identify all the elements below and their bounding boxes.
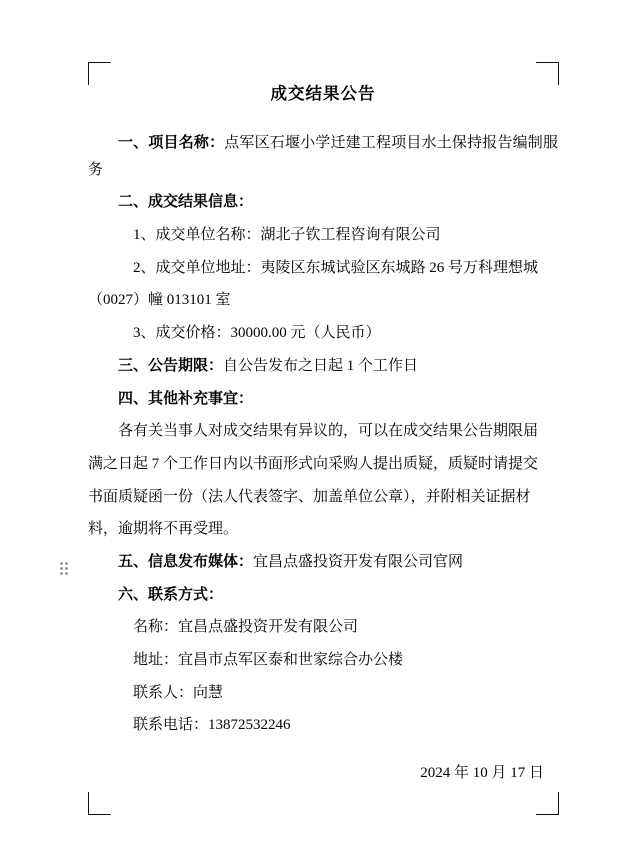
contact-name: 名称：宜昌点盛投资开发有限公司 [133,619,359,636]
contact-person: 联系人：向慧 [133,684,224,701]
result-item-unit-address-value: 夷陵区东城试验区东城路 26 号万科理想城 [260,259,539,276]
section-notice-period [88,353,558,380]
section-media-heading: 五、信息发布媒体： [118,553,254,570]
drag-dot [65,562,68,565]
drag-handle-icon[interactable] [60,562,70,576]
result-item-price [88,320,558,347]
result-item-unit-name-label: 1、成交单位名称： [133,227,261,244]
supplementary-line-1: 各有关当事人对成交结果有异议的，可以在成交结果公告期限届 [118,423,539,440]
drag-dot [60,572,63,575]
section-contact-heading: 六、联系方式： [118,586,224,603]
document-body [88,62,558,814]
section-supplementary-heading: 四、其他补充事宜： [118,390,254,407]
section-result-info-heading: 二、成交结果信息： [118,194,254,211]
drag-dot [65,572,68,575]
result-item-price-label: 3、成交价格： [133,325,231,342]
contact-address: 地址：宜昌市点军区泰和世家综合办公楼 [133,652,404,668]
page-title: 成交结果公告 [270,84,376,103]
drag-dot [60,562,63,565]
section-notice-period-value: 自公告发布之日起 1 个工作日 [223,357,419,374]
contact-phone: 联系电话：13872532246 [133,717,291,734]
section-project-name-value: 点军区石堰小学迁建工程项目水土保持报告编制服务 [88,135,558,178]
result-item-unit-address [88,255,558,282]
section-project-name [88,130,558,183]
document-date: 2024 年 10 月 17 日 [420,765,544,782]
section-notice-period-heading: 三、公告期限： [118,357,224,374]
supplementary-line-2: 满之日起 7 个工作日内以书面形式向采购人提出质疑，质疑时请提交 [88,455,539,472]
result-item-unit-address-cont: （0027）幢 013101 室 [88,292,231,309]
supplementary-line-3: 书面质疑函一份（法人代表签字、加盖单位公章），并附相关证据材 [88,488,531,505]
section-project-name-heading: 一、项目名称： [118,135,225,151]
supplementary-line-4: 料，逾期将不再受理。 [88,521,239,538]
result-item-unit-address-label: 2、成交单位地址： [133,259,261,276]
result-item-unit-name [88,222,558,249]
section-media-value: 宜昌点盛投资开发有限公司官网 [253,553,464,570]
result-item-price-value: 30000.00 元（人民币） [230,325,381,342]
drag-dot [65,567,68,570]
section-media [88,549,558,576]
drag-dot [60,567,63,570]
result-item-unit-name-value: 湖北子钦工程咨询有限公司 [260,227,441,244]
